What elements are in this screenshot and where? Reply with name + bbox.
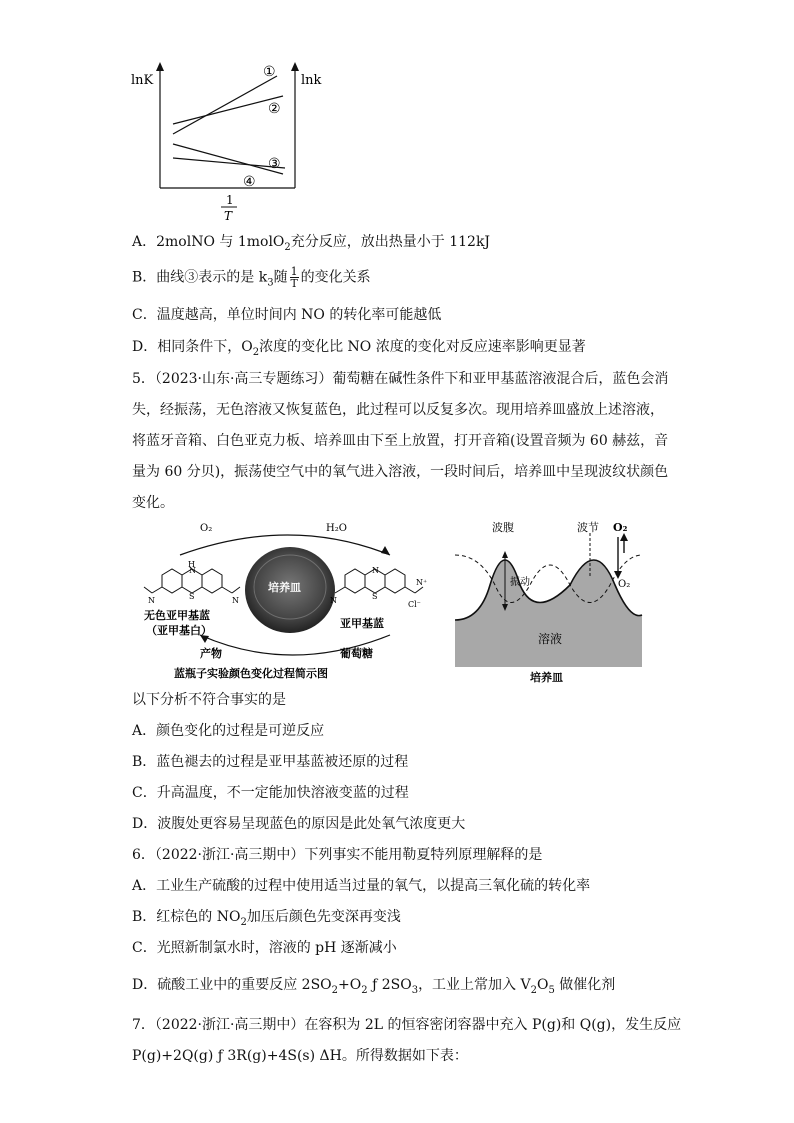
- curve-label-3: ③: [268, 156, 281, 172]
- q6-stem: 6．（2022·浙江·高三期中）下列事实不能用勒夏特列原理解释的是: [132, 847, 543, 863]
- x-label-num: 1: [226, 193, 234, 207]
- label-node: 波节: [577, 521, 599, 534]
- q6-option-c: C．光照新制氯水时，溶液的 pH 逐渐减小: [132, 940, 397, 956]
- label-antinode: 波腹: [492, 521, 514, 534]
- label-colorless-2: （亚甲基白）: [146, 624, 212, 637]
- svg-text:S: S: [372, 592, 378, 601]
- q5-option-c: C．升高温度，不一定能加快溶液变蓝的过程: [132, 785, 409, 801]
- axis-label-lnK: lnK: [131, 73, 154, 88]
- svg-text:N⁺: N⁺: [416, 578, 428, 587]
- svg-text:N: N: [330, 596, 337, 605]
- q7-stem-1: 7．（2022·浙江·高三期中）在容积为 2L 的恒容密闭容器中充入 P(g)和 Q(g)，发生反应: [132, 1017, 682, 1033]
- q5-option-d: D．波腹处更容易呈现蓝色的原因是此处氧气浓度更大: [132, 816, 466, 832]
- curve-label-4: ④: [243, 174, 256, 190]
- lnk-graph: [125, 58, 322, 228]
- x-label-den: T: [224, 209, 233, 223]
- q4-option-b: B．曲线③表示的是 $k_3$随 $\frac{1}{T}$ 的变化关系: [132, 265, 371, 290]
- curve-label-1: ①: [263, 64, 276, 80]
- q5-option-b: B．蓝色褪去的过程是亚甲基蓝被还原的过程: [132, 754, 409, 770]
- label-h2o: H₂O: [326, 523, 347, 534]
- wave-dish-diagram: [450, 515, 650, 685]
- svg-text:N: N: [372, 566, 379, 575]
- label-methylene-blue: 亚甲基蓝: [340, 617, 384, 630]
- svg-text:H: H: [188, 560, 195, 569]
- q5-stem-4: 量为 60 分贝)，振荡使空气中的氧气进入溶液，一段时间后，培养皿中呈现波纹状颜色: [132, 464, 669, 480]
- q4-option-c: C．温度越高，单位时间内 NO 的转化率可能越低: [132, 307, 442, 323]
- curve-2: [173, 96, 283, 124]
- q5-option-a: A．颜色变化的过程是可逆反应: [132, 723, 325, 739]
- label-glucose: 葡萄糖: [340, 647, 373, 660]
- q5-stem-3: 将蓝牙音箱、白色亚克力板、培养皿由下至上放置，打开音箱(设置音频为 60 赫兹，音: [132, 433, 669, 449]
- q5-stem-5: 变化。: [132, 495, 174, 511]
- q5-stem-2: 失，经振荡，无色溶液又恢复蓝色，此过程可以反复多次。现用培养皿盛放上述溶液，: [132, 402, 664, 418]
- caption-right: 培养皿: [530, 671, 563, 684]
- q4-option-d: D．相同条件下，$O_2$浓度的变化比 NO 浓度的变化对反应速率影响更显著: [132, 339, 586, 358]
- methylene-blue-structure: [335, 569, 423, 593]
- q6-option-b: B．红棕色的 $NO_2$加压后颜色先变深再变浅: [132, 909, 401, 928]
- label-o2-top: O₂: [613, 521, 628, 534]
- q5-stem-1: 5．（2023·山东·高三专题练习）葡萄糖在碱性条件下和亚甲基蓝溶液混合后，蓝色会消: [132, 371, 669, 387]
- axis-label-lnk: lnk: [301, 73, 322, 88]
- label-vibration: 振动: [510, 577, 530, 588]
- label-solution: 溶液: [538, 632, 563, 646]
- label-o2-inner: O₂: [618, 579, 631, 590]
- svg-text:N: N: [148, 596, 155, 605]
- q7-stem-2: P(g)+2Q(g) ƒ 3R(g)+4S(s) ΔH。所得数据如下表：: [132, 1048, 468, 1064]
- caption-left: 蓝瓶子实验颜色变化过程简示图: [174, 667, 328, 680]
- q4-option-a: A．2molNO 与 1molO$_2$充分反应，放出热量小于 112kJ: [132, 234, 491, 253]
- curve-label-2: ②: [268, 101, 281, 117]
- label-o2: O₂: [200, 523, 213, 534]
- blue-bottle-diagram: [140, 515, 440, 685]
- label-colorless-1: 无色亚甲基蓝: [144, 609, 210, 622]
- curve-1: [173, 76, 277, 134]
- svg-text:N: N: [232, 596, 239, 605]
- q5-question: 以下分析不符合事实的是: [132, 692, 286, 708]
- label-dish: 培养皿: [268, 581, 301, 594]
- svg-text:Cl⁻: Cl⁻: [408, 600, 421, 609]
- q6-option-d: D．硫酸工业中的重要反应 $2SO_2+O_2$ ƒ $2SO_3$，工业上常加入 $V_2O_5$ 做催化剂: [132, 977, 616, 996]
- svg-text:S: S: [189, 592, 195, 601]
- label-product: 产物: [200, 647, 222, 660]
- svg-text:N: N: [189, 566, 196, 575]
- q6-option-a: A．工业生产硫酸的过程中使用适当过量的氧气，以提高三氧化硫的转化率: [132, 878, 591, 894]
